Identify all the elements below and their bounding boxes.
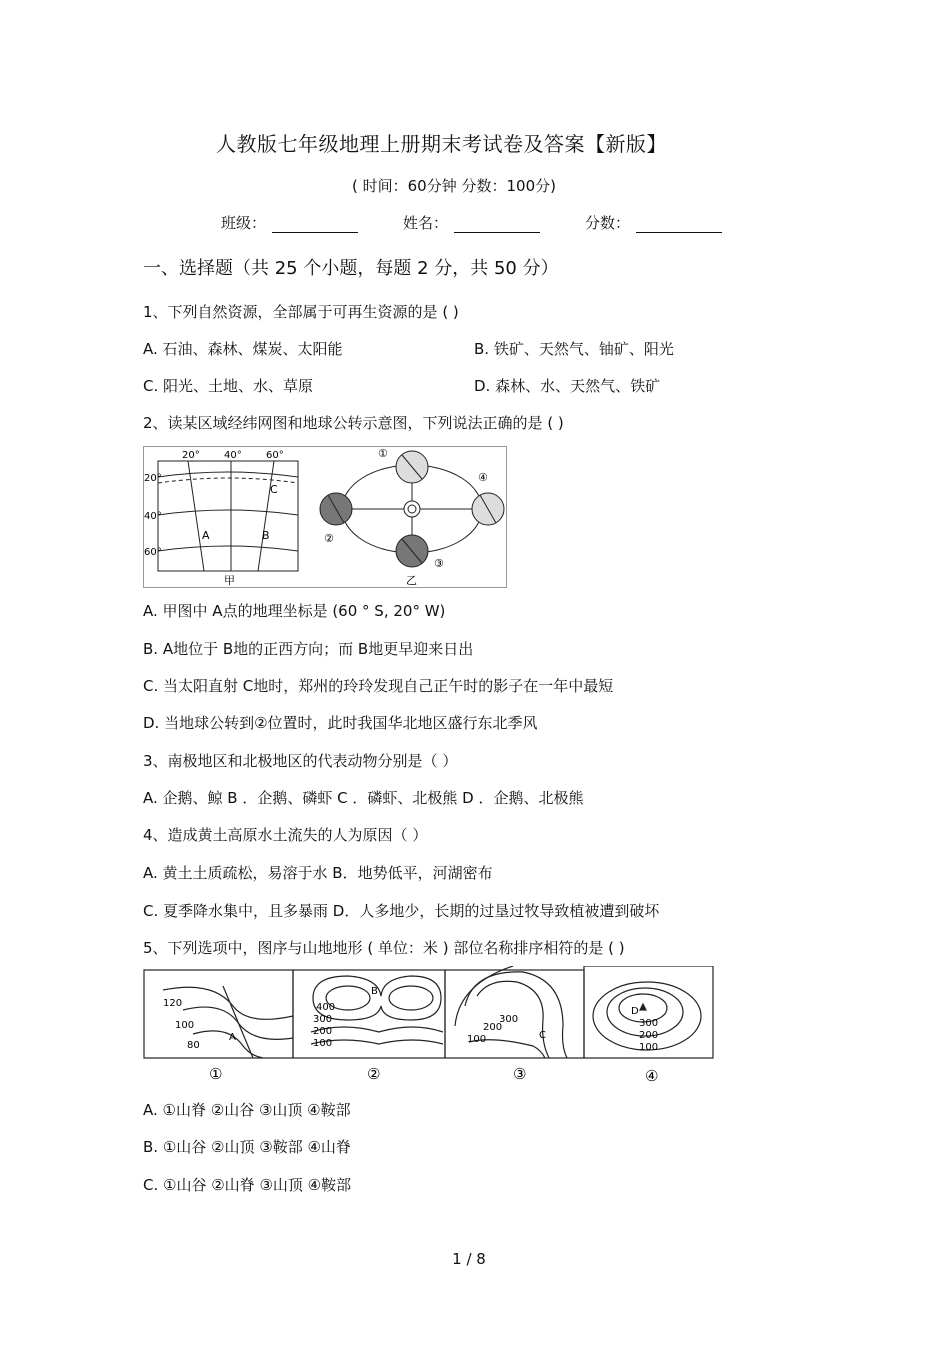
q5-figure-svg (143, 966, 715, 1090)
name-blank[interactable] (454, 216, 540, 233)
point-b-label: B (371, 986, 378, 997)
name-label: 姓名： (403, 214, 449, 232)
page-number: 1 / 8 (452, 1250, 486, 1268)
q1-option-c: C. 阳光、土地、水、草原 (143, 377, 314, 395)
contour-label: 300 (639, 1018, 659, 1029)
q2-option-a: A. 甲图中 A点的地理坐标是 (60 ° S, 20° W) (143, 602, 446, 620)
name-field (403, 212, 540, 233)
q2-option-d: D. 当地球公转到②位置时，此时我国华北地区盛行东北季风 (143, 714, 538, 732)
class-label: 班级： (221, 214, 267, 232)
contour-label: 300 (313, 1014, 333, 1025)
position-3-label: ③ (434, 557, 444, 570)
q1-option-d: D. 森林、水、天然气、铁矿 (474, 377, 661, 395)
exam-meta: ( 时间：60分钟 分数：100分) (352, 177, 556, 195)
contour-label: 100 (313, 1038, 333, 1049)
q1-option-b: B. 铁矿、天然气、铀矿、阳光 (474, 340, 674, 358)
meridian-label: 60° (266, 450, 284, 461)
point-a-label: A (229, 1032, 236, 1043)
score-label: 分数： (585, 214, 631, 232)
q1-stem: 1、下列自然资源，全部属于可再生资源的是 ( ) (143, 303, 459, 321)
q5-figure (143, 966, 715, 1090)
class-blank[interactable] (272, 216, 358, 233)
q1-option-a: A. 石油、森林、煤炭、太阳能 (143, 340, 343, 358)
contour-label: 400 (316, 1002, 336, 1013)
contour-label: 200 (483, 1022, 503, 1033)
contour-label: 200 (313, 1026, 333, 1037)
meridian-label: 20° (182, 450, 200, 461)
figure-caption-yi: 乙 (406, 574, 417, 587)
q4-options-cd: C. 夏季降水集中，且多暴雨 D．人多地少，长期的过垦过牧导致植被遭到破坏 (143, 902, 660, 920)
panel-3-caption: ③ (513, 1065, 527, 1083)
q3-stem: 3、南极地区和北极地区的代表动物分别是（ ） (143, 752, 458, 770)
q5-option-c: C. ①山谷 ②山脊 ③山顶 ④鞍部 (143, 1176, 352, 1194)
point-d-label: D (631, 1006, 639, 1017)
parallel-label: 20° (144, 473, 162, 484)
q2-option-c: C. 当太阳直射 C地时，郑州的玲玲发现自己正午时的影子在一年中最短 (143, 677, 614, 695)
earth-position-3 (396, 535, 428, 567)
point-b-label: B (262, 529, 270, 542)
q5-stem: 5、下列选项中，图序与山地地形 ( 单位：米 ) 部位名称排序相符的是 ( ) (143, 939, 625, 957)
contour-label: 200 (639, 1030, 659, 1041)
earth-position-1 (396, 451, 428, 483)
point-a-label: A (202, 529, 210, 542)
point-c-label: C (270, 483, 278, 496)
contour-label: 80 (187, 1040, 200, 1051)
position-1-label: ① (378, 447, 388, 460)
q4-stem: 4、造成黄土高原水土流失的人为原因（ ） (143, 826, 428, 844)
position-4-label: ④ (478, 471, 488, 484)
class-field (221, 212, 358, 233)
q2-figure-svg (144, 447, 506, 587)
score-blank[interactable] (636, 216, 722, 233)
parallel-label: 60° (144, 547, 162, 558)
contour-panel-1 (144, 970, 293, 1058)
q2-option-b: B. A地位于 B地的正西方向；而 B地更早迎来日出 (143, 640, 474, 658)
meridian-label: 40° (224, 450, 242, 461)
contour-label: 100 (175, 1020, 195, 1031)
contour-label: 300 (499, 1014, 519, 1025)
panel-2-caption: ② (367, 1065, 381, 1083)
parallel-label: 40° (144, 511, 162, 522)
graticule-map (158, 461, 298, 571)
panel-4-caption: ④ (645, 1067, 659, 1085)
q2-figure (143, 446, 507, 588)
point-c-label: C (539, 1030, 546, 1041)
contour-label: 120 (163, 998, 183, 1009)
section-heading: 一、选择题（共 25 个小题，每题 2 分，共 50 分） (143, 258, 559, 279)
q4-options-ab: A. 黄土土质疏松，易溶于水 B．地势低平，河湖密布 (143, 864, 493, 882)
position-2-label: ② (324, 532, 334, 545)
figure-caption-jia: 甲 (224, 574, 235, 587)
q2-stem: 2、读某区域经纬网图和地球公转示意图，下列说法正确的是 ( ) (143, 414, 564, 432)
contour-panel-3 (445, 966, 584, 1058)
score-field (585, 212, 722, 233)
q5-option-a: A. ①山脊 ②山谷 ③山顶 ④鞍部 (143, 1101, 351, 1119)
panel-1-caption: ① (209, 1065, 223, 1083)
contour-label: 100 (467, 1034, 487, 1045)
q5-option-b: B. ①山谷 ②山顶 ③鞍部 ④山脊 (143, 1138, 351, 1156)
contour-label: 100 (639, 1042, 659, 1053)
earth-position-2 (320, 493, 352, 525)
earth-position-4 (472, 493, 504, 525)
q3-options: A. 企鹅、鲸 B ．企鹅、磷虾 C ．磷虾、北极熊 D ．企鹅、北极熊 (143, 789, 584, 807)
page-title: 人教版七年级地理上册期末考试卷及答案【新版】 (216, 132, 667, 156)
